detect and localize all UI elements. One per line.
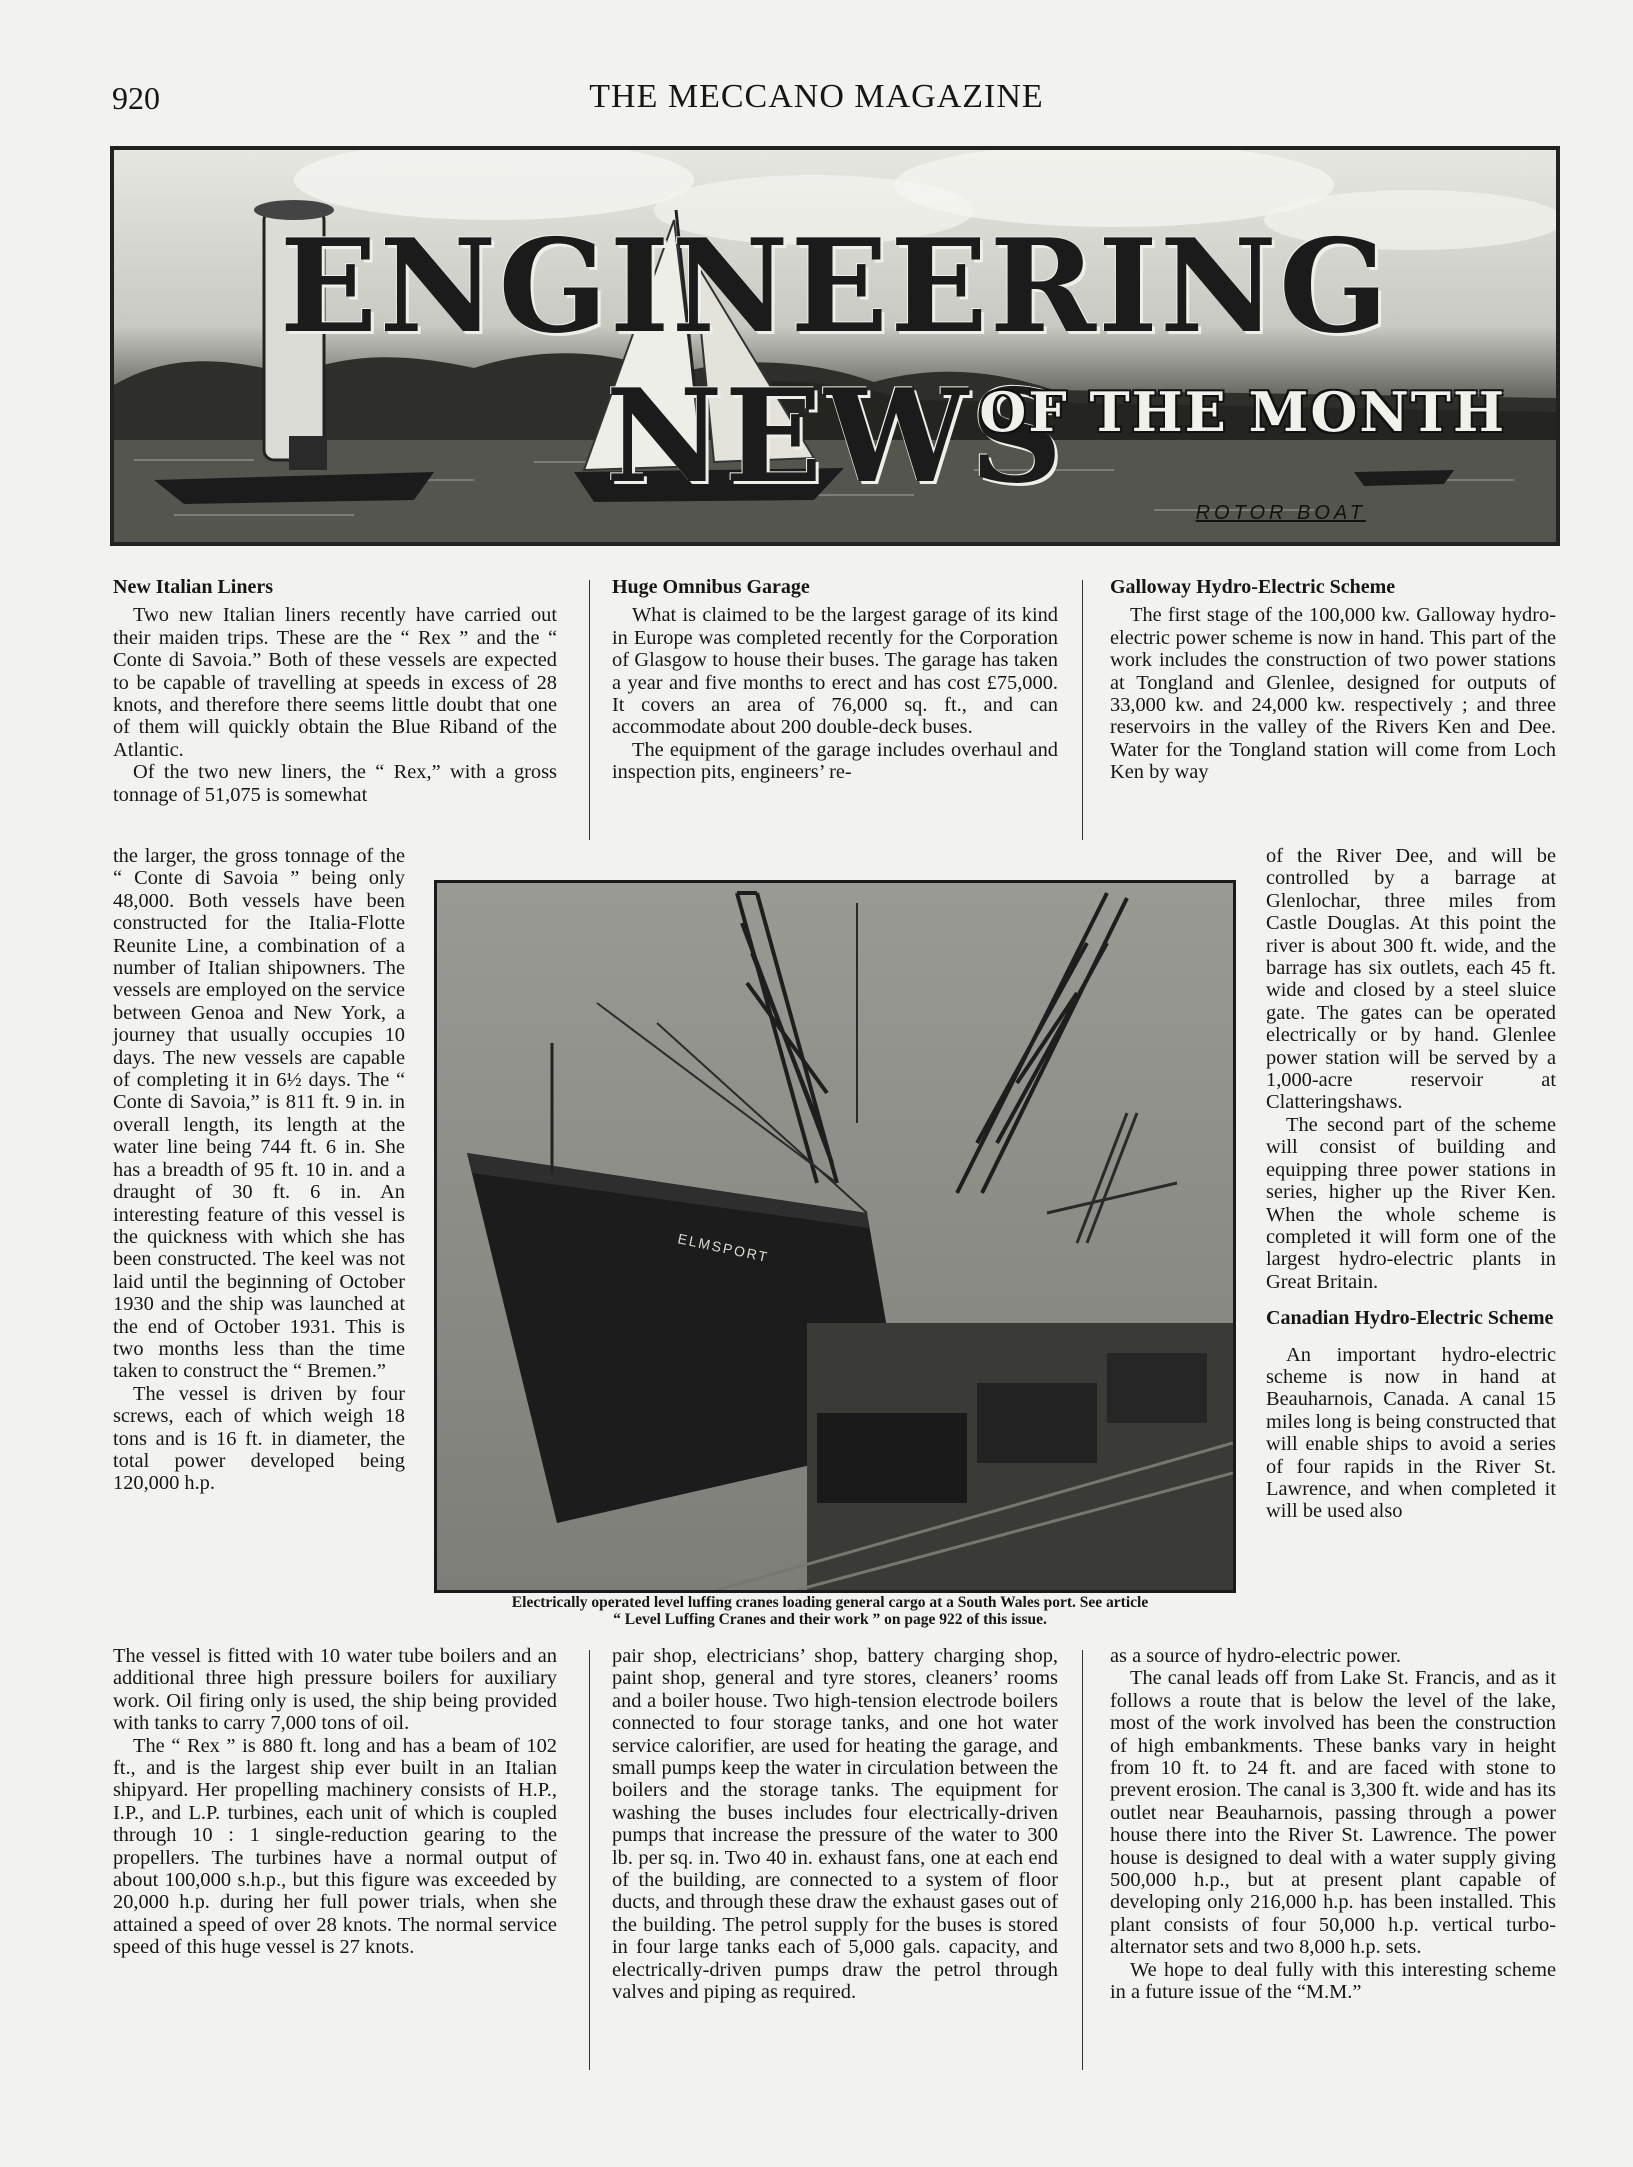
article-paragraph: An important hydro-electric scheme is now in hand at Beauharnois, Canada. A canal 15 miles long is being constructed that will enable ships to avoid a series of four rapids in the River St. Lawrence, and when completed it will be used also xyxy=(1266,1343,1556,1523)
article-heading: New Italian Liners xyxy=(113,576,273,598)
column-rule xyxy=(589,580,590,840)
column-rule xyxy=(1082,580,1083,840)
photo-cranes-loading-cargo xyxy=(434,880,1236,1593)
banner-subtitle: OF THE MONTH xyxy=(979,380,1506,444)
article-paragraph: We hope to deal fully with this interesting scheme in a future issue of the “M.M.” xyxy=(1110,1958,1556,2004)
banner-caption: ROTOR BOAT xyxy=(1195,502,1366,524)
article-paragraph: What is claimed to be the largest garage of its kind in Europe was completed recently for the Corporation of Glasgow to house their buses. The garage has taken a year and five months to erect and has cost £75,000. It covers an area of 76,000 sq. ft., and can accommodate about 200 double-deck buses. xyxy=(612,604,1058,739)
column-rule xyxy=(589,1650,590,2070)
article-paragraph: The equipment of the garage includes overhaul and inspection pits, engineers’ re- xyxy=(612,738,1058,784)
ship-name: ELMSPORT xyxy=(676,1230,771,1266)
article-paragraph: The “ Rex ” is 880 ft. long and has a beam of 102 ft., and is the largest ship ever built in an Italian shipyard. Her propelling machinery consists of H.P., I.P., and L.P. turbines, each unit of which is coupled through 10 : 1 single-reduction gearing to the propellers. The turbines have a normal output of about 100,000 s.h.p., but this figure was exceeded by 20,000 h.p. during her full power trials, when she attained a speed of over 28 knots. The normal service speed of this huge vessel is 27 knots. xyxy=(113,1734,557,1959)
photo-scene xyxy=(437,883,1233,1590)
photo-caption-line: Electrically operated level luffing cranes loading general cargo at a South Wales port. See article xyxy=(511,1594,1149,1611)
page-number: 920 xyxy=(112,80,160,116)
article-canadian-bottom xyxy=(1110,1645,1556,2004)
banner-illustration xyxy=(110,146,1560,546)
photo-caption xyxy=(420,1594,1240,1628)
article-paragraph: pair shop, electricians’ shop, battery charging shop, paint shop, general and tyre stores, cleaners’ rooms and a boiler house. Two high-tension electrode boilers connected to four storage tanks, and one hot water service calorifier, are used for heating the garage, and small pumps keep the water in circulation between the boilers and the storage tanks. The equipment for washing the buses includes four electrically-driven pumps that increase the pressure of the water to 300 lb. per sq. in. Two 40 in. exhaust fans, one at each end of the building, are connected to a system of floor ducts, and through these draw the exhaust gases out of the building. The petrol supply for the buses is stored in four large tanks each of 5,000 gals. capacity, and electrically-driven pumps draw the petrol through valves and piping as required. xyxy=(612,1645,1058,2004)
column-rule xyxy=(1082,1650,1083,2070)
magazine-title: THE MECCANO MAGAZINE xyxy=(589,78,1044,115)
article-heading: Canadian Hydro-Electric Scheme xyxy=(1266,1307,1554,1330)
article-italian-liners-bottom xyxy=(113,1645,557,1959)
article-galloway-narrow xyxy=(1266,845,1556,1523)
article-paragraph: The vessel is driven by four screws, each of which weigh 18 tons and is 16 ft. in diameter, the total power developed being 120,000 h.p. xyxy=(113,1382,405,1495)
article-heading: Galloway Hydro-Electric Scheme xyxy=(1110,576,1396,598)
article-paragraph: The vessel is fitted with 10 water tube boilers and an additional three high pressure boilers for auxiliary work. Oil firing only is used, the ship being provided with tanks to carry 7,000 tons of oil. xyxy=(113,1645,557,1735)
article-paragraph: The first stage of the 100,000 kw. Galloway hydro-electric power scheme is now in hand. This part of the work includes the construction of two power stations at Tongland and Glenlee, designed for outputs of 33,000 kw. and 24,000 kw. respectively ; and three reservoirs in the valley of the Rivers Ken and Dee. Water for the Tongland station will come from Loch Ken by way xyxy=(1110,604,1556,784)
article-italian-liners-top xyxy=(113,576,557,806)
article-paragraph: The canal leads off from Lake St. Francis, and as it follows a route that is below the level of the lake, most of the work involved has been the construction of high embankments. These banks vary in height from 10 ft. to 24 ft. and are faced with stone to prevent erosion. The canal is 3,300 ft. wide and has its outlet near Beauharnois, passing through a power house there into the River St. Lawrence. The power house is designed to deal with a water supply giving 500,000 h.p., but at present plant capable of developing only 216,000 h.p. has been installed. This plant consists of four 50,000 h.p. vertical turbo-alternator sets and two 8,000 h.p. sets. xyxy=(1110,1667,1556,1959)
article-galloway-top xyxy=(1110,576,1556,784)
article-omnibus-garage-bottom xyxy=(612,1645,1058,2004)
article-paragraph: Two new Italian liners recently have carried out their maiden trips. These are the “ Rex ” and the “ Conte di Savoia.” Both of these vessels are expected to be capable of travelling at speeds in excess of 28 knots, and therefore there seems little doubt that one of them will quickly obtain the Blue Riband of the Atlantic. xyxy=(113,604,557,761)
article-paragraph: The second part of the scheme will consist of building and equipping three power stations in series, higher up the River Ken. When the whole scheme is completed it will form one of the largest hydro-electric plants in Great Britain. xyxy=(1266,1113,1556,1293)
article-heading: Huge Omnibus Garage xyxy=(612,576,810,598)
article-paragraph: as a source of hydro-electric power. xyxy=(1110,1645,1402,1667)
article-paragraph: of the River Dee, and will be controlled by a barrage at Glenlochar, three miles from Castle Douglas. At this point the river is about 300 ft. wide, and the barrage has six outlets, each 45 ft. wide and closed by a steel sluice gate. The gates can be operated electrically or by hand. Glenlee power station will be served by a 1,000-acre reservoir at Clatteringshaws. xyxy=(1266,845,1556,1114)
article-italian-liners-narrow xyxy=(113,845,405,1495)
banner-title: ENGINEERING NEWS xyxy=(279,212,1391,512)
photo-caption-line: “ Level Luffing Cranes and their work ” on page 922 of this issue. xyxy=(613,1611,1047,1628)
article-omnibus-garage-top xyxy=(612,576,1058,784)
article-paragraph: Of the two new liners, the “ Rex,” with a gross tonnage of 51,075 is somewhat xyxy=(113,761,557,806)
article-paragraph: the larger, the gross tonnage of the “ Conte di Savoia ” being only 48,000. Both vessels have been constructed for the Italia-Flotte Reunite Line, a combination of a number of Italian shipowners. The vessels are employed on the service between Genoa and New York, a journey that usually occupies 10 days. The new vessels are capable of completing it in 6½ days. The “ Conte di Savoia,” is 811 ft. 9 in. in overall length, its length at the water line being 744 ft. 6 in. She has a breadth of 95 ft. 10 in. and a draught of 30 ft. 6 in. An interesting feature of this vessel is the quickness with which she has been constructed. The keel was not laid until the beginning of October 1930 and the ship was launched at the end of October 1931. This is two months less than the time taken to construct the “ Bremen.” xyxy=(113,845,405,1383)
